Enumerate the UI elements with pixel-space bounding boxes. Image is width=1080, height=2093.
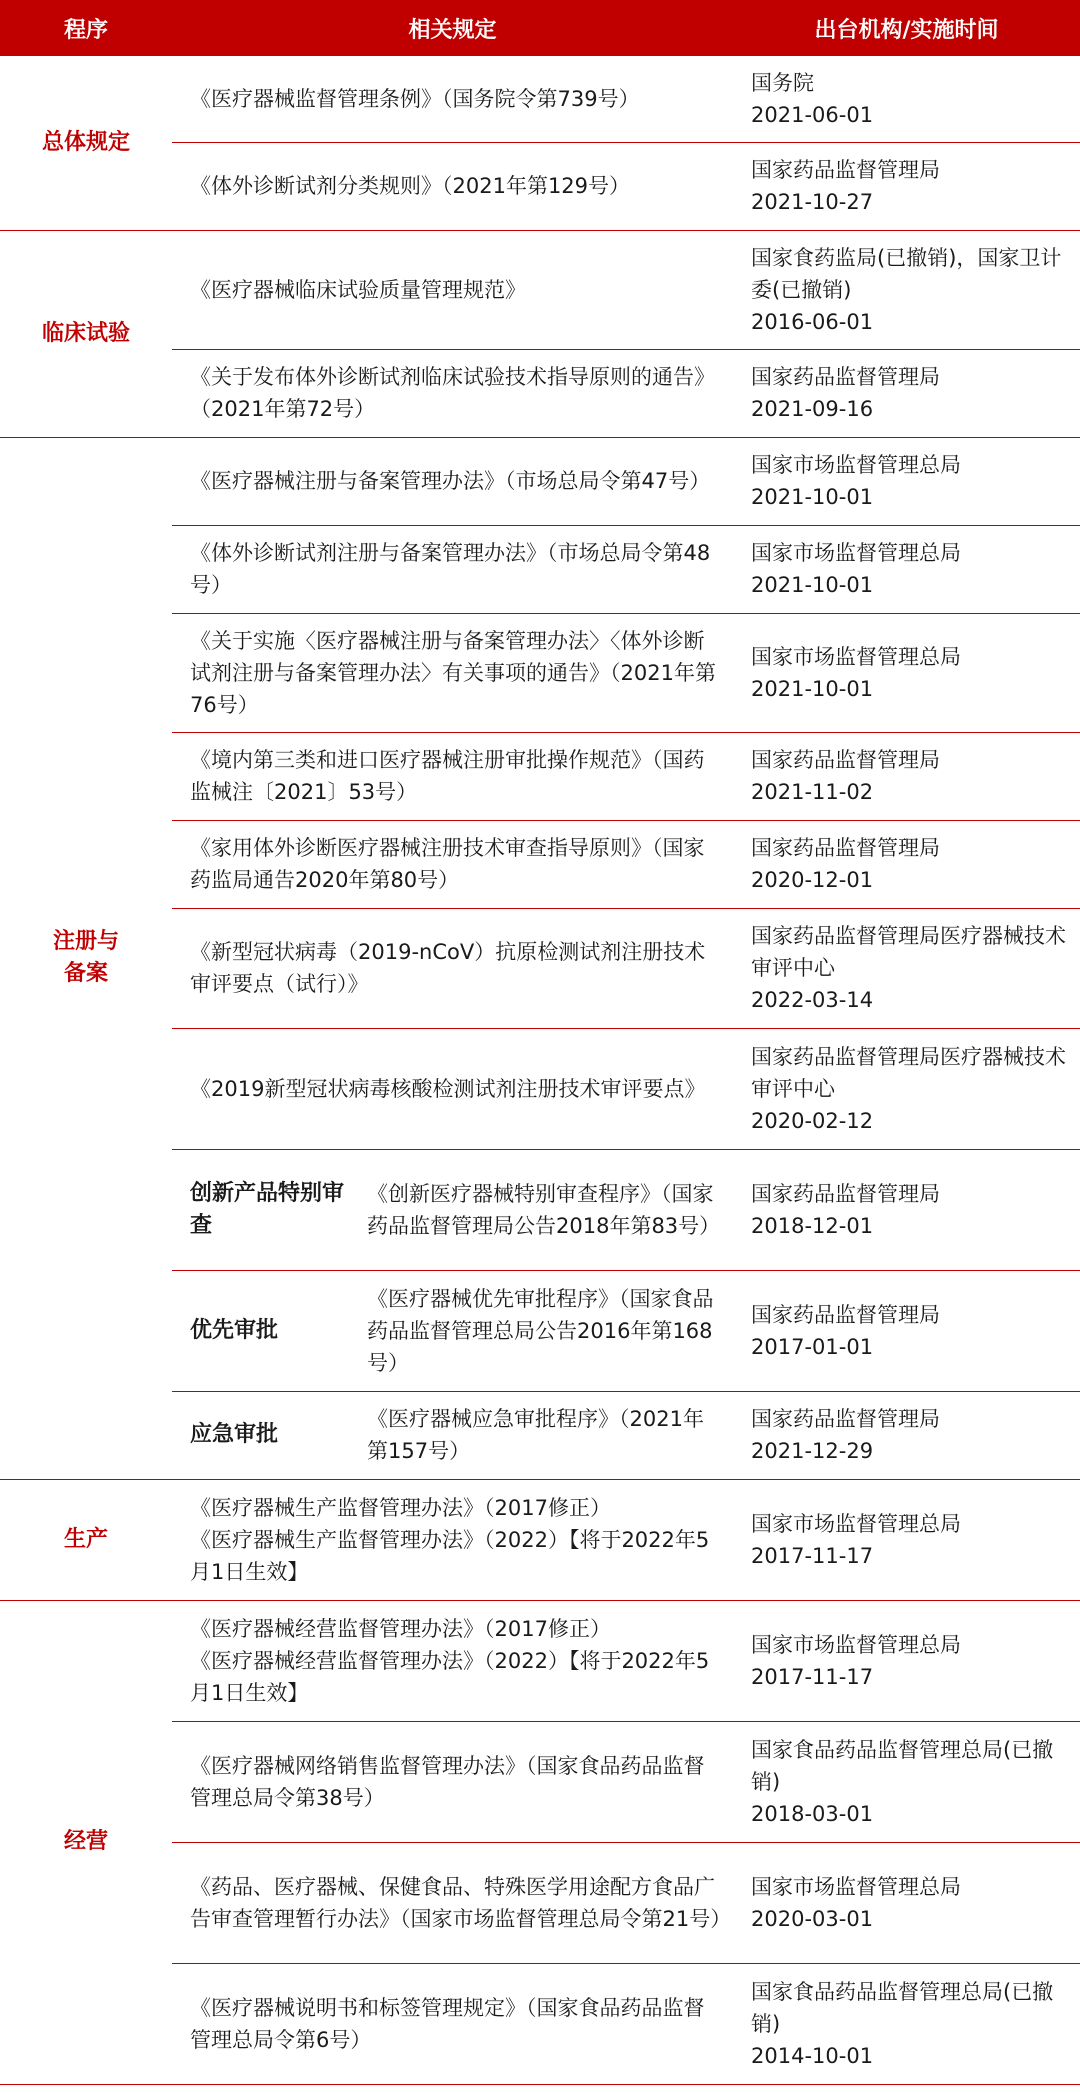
effective-date: 2017-01-01 bbox=[751, 1334, 874, 1359]
agency-name: 国家市场监督管理总局 bbox=[751, 1874, 962, 1899]
agency-name: 国家市场监督管理总局 bbox=[751, 453, 962, 477]
effective-date: 2017-11-17 bbox=[751, 1543, 874, 1568]
agency-cell bbox=[733, 56, 1080, 142]
effective-date: 2021-10-27 bbox=[751, 190, 874, 214]
agency-name: 国家市场监督管理总局 bbox=[751, 644, 962, 669]
table-row bbox=[0, 1479, 1080, 1600]
regulation-cell bbox=[172, 1600, 733, 1721]
agency-cell bbox=[733, 1391, 1080, 1479]
table-row bbox=[0, 56, 1080, 142]
agency-name: 国家药品监督管理局医疗器械技术审评中心 bbox=[751, 924, 1067, 980]
effective-date: 2016-06-01 bbox=[751, 309, 874, 334]
regulation-cell: 《医疗器械说明书和标签管理规定》（国家食品药品监督管理总局令第6号） bbox=[172, 1963, 733, 2084]
effective-date: 2020-03-01 bbox=[751, 1906, 874, 1931]
regulation-cell: 《境内第三类和进口医疗器械注册审批操作规范》（国药监械注〔2021〕53号） bbox=[172, 732, 733, 820]
table-row bbox=[0, 1600, 1080, 1721]
category-production: 生产 bbox=[0, 1479, 172, 1600]
table-row bbox=[0, 230, 1080, 349]
agency-name: 国家药品监督管理局 bbox=[751, 1407, 941, 1431]
category-general: 总体规定 bbox=[0, 56, 172, 230]
agency-cell bbox=[733, 1842, 1080, 1963]
agency-cell bbox=[733, 732, 1080, 820]
agency-cell bbox=[733, 1270, 1080, 1391]
regulation-cell: 《药品、医疗器械、保健食品、特殊医学用途配方食品广告审查管理暂行办法》（国家市场监督管理总局令第21号） bbox=[172, 1842, 733, 1963]
agency-name: 国家市场监督管理总局 bbox=[751, 1632, 962, 1657]
category-label-line1: 注册与 bbox=[52, 929, 119, 954]
agency-cell bbox=[733, 1600, 1080, 1721]
agency-name: 国家药品监督管理局 bbox=[751, 836, 941, 860]
regulation-cell: 《创新医疗器械特别审查程序》（国家药品监督管理局公告2018年第83号） bbox=[359, 1149, 733, 1270]
header-procedure: 程序 bbox=[0, 0, 172, 56]
category-clinical: 临床试验 bbox=[0, 230, 172, 437]
regulation-cell: 《医疗器械监督管理条例》（国务院令第739号） bbox=[172, 56, 733, 142]
subprocedure-priority: 优先审批 bbox=[172, 1270, 359, 1391]
regulation-cell: 《新型冠状病毒（2019-nCoV）抗原检测试剂注册技术审评要点（试行）》 bbox=[172, 908, 733, 1028]
effective-date: 2021-10-01 bbox=[751, 485, 874, 509]
effective-date: 2022-03-14 bbox=[751, 988, 874, 1012]
category-operation: 经营 bbox=[0, 1600, 172, 2084]
agency-name: 国家食药监局(已撤销)，国家卫计委(已撤销) bbox=[751, 245, 1062, 302]
agency-name: 国家药品监督管理局医疗器械技术审评中心 bbox=[751, 1044, 1067, 1101]
header-agency-date: 出台机构/实施时间 bbox=[733, 0, 1080, 56]
agency-cell bbox=[733, 349, 1080, 437]
agency-cell bbox=[733, 142, 1080, 230]
header-regulations: 相关规定 bbox=[172, 0, 733, 56]
agency-name: 国家药品监督管理局 bbox=[751, 158, 941, 182]
effective-date: 2018-03-01 bbox=[751, 1801, 874, 1826]
regulation-cell: 《医疗器械注册与备案管理办法》（市场总局令第47号） bbox=[172, 437, 733, 525]
regulation-cell: 《关于实施〈医疗器械注册与备案管理办法〉〈体外诊断试剂注册与备案管理办法〉有关事项的通告》（2021年第76号） bbox=[172, 613, 733, 732]
agency-name: 国家药品监督管理局 bbox=[751, 1302, 941, 1327]
agency-name: 国家药品监督管理局 bbox=[751, 748, 941, 772]
table-header-row bbox=[0, 0, 1080, 56]
category-label-line2: 备案 bbox=[63, 961, 108, 986]
regulation-cell: 《2019新型冠状病毒核酸检测试剂注册技术审评要点》 bbox=[172, 1028, 733, 1149]
regulation-cell: 《关于发布体外诊断试剂临床试验技术指导原则的通告》（2021年第72号） bbox=[172, 349, 733, 437]
subprocedure-innovation: 创新产品特别审查 bbox=[172, 1149, 359, 1270]
subprocedure-emergency: 应急审批 bbox=[172, 1391, 359, 1479]
agency-cell bbox=[733, 525, 1080, 613]
effective-date: 2021-06-01 bbox=[751, 102, 874, 127]
effective-date: 2020-02-12 bbox=[751, 1108, 874, 1133]
effective-date: 2014-10-01 bbox=[751, 2043, 874, 2068]
regulation-cell: 《医疗器械临床试验质量管理规范》 bbox=[172, 230, 733, 349]
agency-name: 国家药品监督管理局 bbox=[751, 1181, 941, 1206]
agency-name: 国家药品监督管理局 bbox=[751, 365, 941, 389]
agency-cell bbox=[733, 437, 1080, 525]
agency-cell bbox=[733, 820, 1080, 908]
agency-cell bbox=[733, 1028, 1080, 1149]
agency-name: 国家市场监督管理总局 bbox=[751, 541, 962, 565]
regulation-cell: 《医疗器械优先审批程序》（国家食品药品监督管理总局公告2016年第168号） bbox=[359, 1270, 733, 1391]
agency-cell bbox=[733, 613, 1080, 732]
regulation-line: 《医疗器械生产监督管理办法》（2022）【将于2022年5月1日生效】 bbox=[190, 1527, 710, 1584]
effective-date: 2021-10-01 bbox=[751, 573, 874, 597]
agency-cell bbox=[733, 1721, 1080, 1842]
agency-cell bbox=[733, 908, 1080, 1028]
agency-cell bbox=[733, 1479, 1080, 1600]
effective-date: 2021-11-02 bbox=[751, 780, 874, 804]
regulation-cell: 《医疗器械网络销售监督管理办法》（国家食品药品监督管理总局令第38号） bbox=[172, 1721, 733, 1842]
agency-cell bbox=[733, 230, 1080, 349]
agency-cell bbox=[733, 1149, 1080, 1270]
agency-cell bbox=[733, 1963, 1080, 2084]
regulation-cell: 《家用体外诊断医疗器械注册技术审查指导原则》（国家药监局通告2020年第80号） bbox=[172, 820, 733, 908]
agency-name: 国家市场监督管理总局 bbox=[751, 1511, 962, 1536]
agency-name: 国务院 bbox=[751, 70, 815, 95]
regulation-cell bbox=[172, 1479, 733, 1600]
regulation-line: 《医疗器械经营监督管理办法》（2022）【将于2022年5月1日生效】 bbox=[190, 1648, 710, 1705]
agency-name: 国家食品药品监督管理总局(已撤销) bbox=[751, 1979, 1054, 2036]
regulation-line: 《医疗器械经营监督管理办法》（2017修正） bbox=[190, 1616, 611, 1641]
effective-date: 2021-09-16 bbox=[751, 397, 874, 421]
regulation-line: 《医疗器械生产监督管理办法》（2017修正） bbox=[190, 1495, 611, 1520]
effective-date: 2020-12-01 bbox=[751, 868, 874, 892]
regulation-cell: 《体外诊断试剂注册与备案管理办法》（市场总局令第48号） bbox=[172, 525, 733, 613]
regulation-cell: 《体外诊断试剂分类规则》（2021年第129号） bbox=[172, 142, 733, 230]
category-registration bbox=[0, 437, 172, 1479]
agency-name: 国家食品药品监督管理总局(已撤销) bbox=[751, 1737, 1054, 1794]
table-row bbox=[0, 437, 1080, 525]
effective-date: 2021-10-01 bbox=[751, 676, 874, 701]
regulation-cell: 《医疗器械应急审批程序》（2021年第157号） bbox=[359, 1391, 733, 1479]
effective-date: 2018-12-01 bbox=[751, 1213, 874, 1238]
effective-date: 2021-12-29 bbox=[751, 1439, 874, 1463]
effective-date: 2017-11-17 bbox=[751, 1664, 874, 1689]
